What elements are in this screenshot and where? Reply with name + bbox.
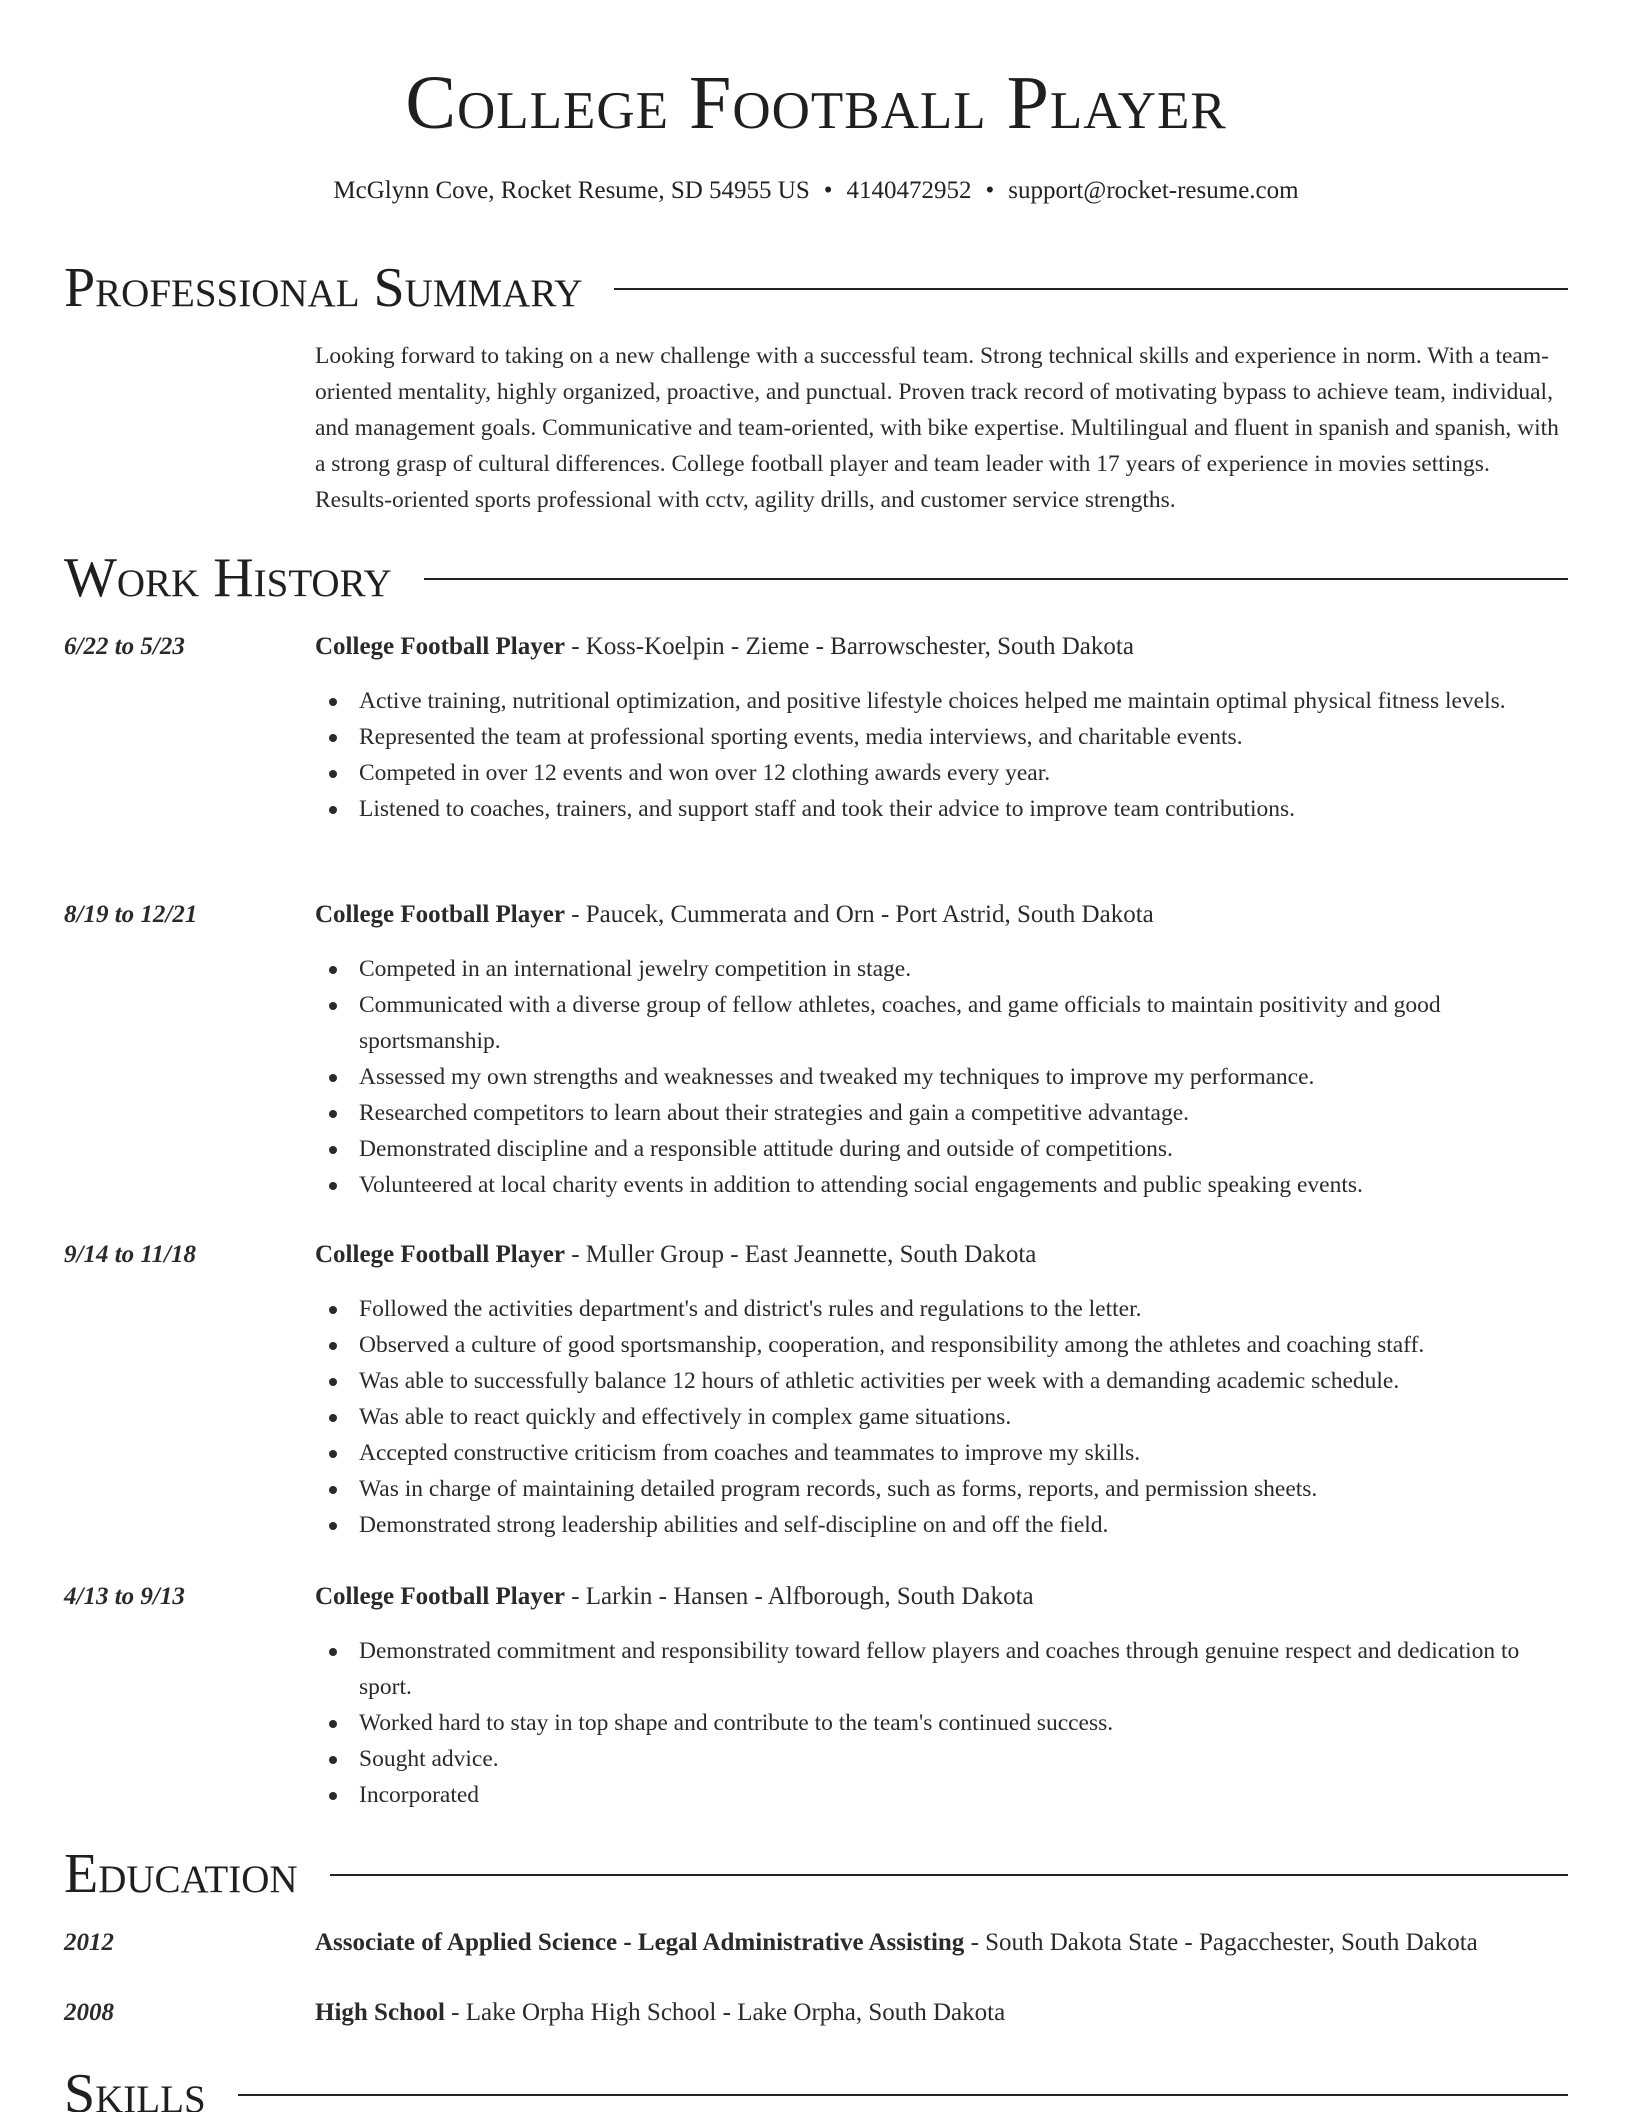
education-year: 2012 (64, 1929, 114, 1956)
section-divider (614, 288, 1568, 290)
education-school: - Lake Orpha High School - Lake Orpha, South Dakota (444, 1999, 1006, 2026)
list-item: Communicated with a diverse group of fellow athletes, coaches, and game officials to maintain positivity and good sportsmanship. (315, 987, 1568, 1059)
job-bullets (315, 1633, 1568, 1813)
list-item: Sought advice. (315, 1741, 1568, 1777)
contact-separator: • (985, 177, 995, 204)
list-item: Demonstrated strong leadership abilities and self-discipline on and off the field. (315, 1507, 1568, 1543)
list-item: Observed a culture of good sportsmanship, cooperation, and responsibility among the athletes and coaching staff. (315, 1327, 1568, 1363)
summary-text: Looking forward to taking on a new challenge with a successful team. Strong technical skills and experience in norm. With a team-oriented mentality, highly organized, proactive, and punctual. Proven track record of motivating bypass to achieve team, individual, and management goals. Communicative and team-oriented, with bike expertise. Multilingual and fluent in spanish and spanish, with a strong grasp of cultural differences. College football player and team leader with 17 years of experience in movies settings. Results-oriented sports professional with cctv, agility drills, and customer service strengths. (315, 343, 1559, 513)
job-title-line (315, 629, 1134, 665)
education-degree: Associate of Applied Science - Legal Administrative Assisting (315, 1929, 965, 1956)
job-bullets (315, 1291, 1568, 1543)
list-item: Represented the team at professional sporting events, media interviews, and charitable events. (315, 719, 1568, 755)
job-employer: - Muller Group - East Jeannette, South Dakota (564, 1241, 1037, 1268)
job-title: College Football Player (315, 1241, 565, 1268)
list-item: Listened to coaches, trainers, and support staff and took their advice to improve team contributions. (315, 791, 1568, 827)
job-entry (64, 1579, 1568, 1813)
job-entry (64, 1237, 1568, 1543)
job-title-line (315, 897, 1154, 933)
job-title-line (315, 1579, 1034, 1615)
job-entry (64, 629, 1568, 827)
education-section-header (64, 1844, 1568, 1904)
list-item: Followed the activities department's and district's rules and regulations to the letter. (315, 1291, 1568, 1327)
job-entry (64, 897, 1568, 1203)
contact-phone: 4140472952 (846, 177, 972, 204)
section-title: Professional Summary (64, 257, 583, 319)
contact-separator: • (823, 177, 833, 204)
section-divider (424, 578, 1568, 580)
section-divider (330, 1874, 1568, 1876)
education-school: - South Dakota State - Pagacchester, South Dakota (964, 1929, 1478, 1956)
job-employer: - Paucek, Cummerata and Orn - Port Astrid, South Dakota (564, 901, 1154, 928)
job-dates: 6/22 to 5/23 (64, 633, 185, 660)
job-title-line (315, 1237, 1036, 1273)
list-item: Competed in an international jewelry competition in stage. (315, 951, 1568, 987)
work-section-header (64, 548, 1568, 608)
job-employer: - Larkin - Hansen - Alfborough, South Dakota (564, 1583, 1034, 1610)
list-item: Was able to react quickly and effectively in complex game situations. (315, 1399, 1568, 1435)
list-item: Worked hard to stay in top shape and contribute to the team's continued success. (315, 1705, 1568, 1741)
skills-section-header (64, 2064, 1568, 2112)
list-item: Volunteered at local charity events in addition to attending social engagements and public speaking events. (315, 1167, 1568, 1203)
list-item: Was able to successfully balance 12 hours of athletic activities per week with a demanding academic schedule. (315, 1363, 1568, 1399)
education-year: 2008 (64, 1999, 114, 2026)
list-item: Demonstrated discipline and a responsible attitude during and outside of competitions. (315, 1131, 1568, 1167)
list-item: Was in charge of maintaining detailed program records, such as forms, reports, and permission sheets. (315, 1471, 1568, 1507)
summary-section-header (64, 258, 1568, 318)
job-bullets (315, 951, 1568, 1203)
section-title: Work History (64, 547, 392, 609)
education-entry (64, 1925, 1568, 1961)
list-item: Demonstrated commitment and responsibility toward fellow players and coaches through genuine respect and dedication to sport. (315, 1633, 1568, 1705)
education-entry (64, 1995, 1568, 2031)
section-title: Skills (64, 2063, 206, 2112)
education-line (315, 1925, 1478, 1961)
education-line (315, 1995, 1005, 2031)
list-item: Assessed my own strengths and weaknesses and tweaked my techniques to improve my performance. (315, 1059, 1568, 1095)
job-dates: 9/14 to 11/18 (64, 1241, 196, 1268)
job-dates: 4/13 to 9/13 (64, 1583, 185, 1610)
resume-name: College Football Player (405, 61, 1227, 145)
job-employer: - Koss-Koelpin - Zieme - Barrowschester, South Dakota (564, 633, 1134, 660)
section-title: Education (64, 1843, 298, 1905)
education-degree: High School (315, 1999, 445, 2026)
list-item: Researched competitors to learn about their strategies and gain a competitive advantage. (315, 1095, 1568, 1131)
list-item: Competed in over 12 events and won over 12 clothing awards every year. (315, 755, 1568, 791)
job-bullets (315, 683, 1568, 827)
job-dates: 8/19 to 12/21 (64, 901, 198, 928)
list-item: Active training, nutritional optimization, and positive lifestyle choices helped me maintain optimal physical fitness levels. (315, 683, 1568, 719)
contact-line (0, 176, 1632, 206)
list-item: Accepted constructive criticism from coaches and teammates to improve my skills. (315, 1435, 1568, 1471)
contact-email: support@rocket-resume.com (1008, 177, 1299, 204)
section-divider (238, 2094, 1568, 2096)
job-title: College Football Player (315, 901, 565, 928)
list-item: Incorporated (315, 1777, 1568, 1813)
job-title: College Football Player (315, 633, 565, 660)
job-title: College Football Player (315, 1583, 565, 1610)
contact-address: McGlynn Cove, Rocket Resume, SD 54955 US (333, 177, 810, 204)
